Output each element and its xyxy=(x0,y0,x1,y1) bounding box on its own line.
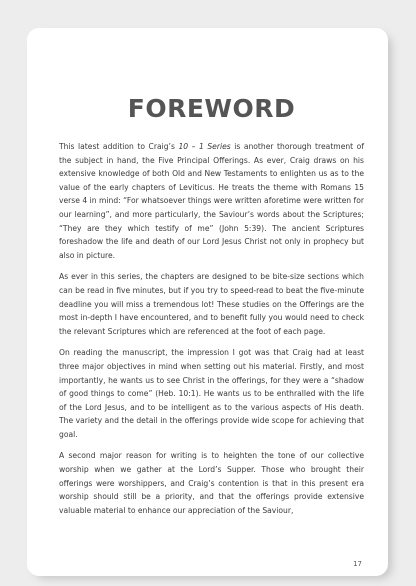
paragraph-4: A second major reason for writing is to heighten the tone of our collective worship when we gather at the Lord’s Supper. Those who brought their offerings were worshippers, and Craig’s contention is that in this present era worship should still be a priority, and that the offerings provide extensive valuable material to enhance our appreciation of the Saviour, xyxy=(59,451,364,515)
paragraph-1-rest: is another thorough treatment of the subject in hand, the Five Principal Offerings. As ever, Craig draws on his extensive knowledge of both Old and New Testaments to enlighten us as to the value of the early chapters of Leviticus. He treats the theme with Romans 15 verse 4 in mind: “For whatsoever things were written aforetime were written for our learning”, and more particularly, the Saviour’s words about the Scriptures; “They are they which testify of me” (John 5:39). The ancient Scriptures foreshadow the life and death of our Lord Jesus Christ not only in prophecy but also in picture. xyxy=(59,142,365,260)
book-page xyxy=(27,28,388,576)
paragraph-3: On reading the manuscript, the impression I got was that Craig had at least three major objectives in mind when setting out his material. Firstly, and most importantly, he wants us to see Christ in the offerings, for they were a “shadow of good things to come” (Heb. 10:1). He wants us to be enthralled with the life of the Lord Jesus, and to be intelligent as to the various aspects of His death. The variety and the detail in the offerings provide wide scope for achieving that goal. xyxy=(59,348,364,439)
paragraph-2: As ever in this series, the chapters are designed to be bite-size sections which can be read in five minutes, but if you try to speed-read to beat the five-minute deadline you will miss a tremendous lot! These studies on the Offerings are the most in-depth I have encountered, and to benefit fully you would need to check the relevant Scriptures which are referenced at the foot of each page. xyxy=(59,272,364,336)
series-title: 10 – 1 Series xyxy=(178,142,231,151)
page-number: 17 xyxy=(353,560,362,568)
paragraph-1-lead: This latest addition to Craig’s xyxy=(59,142,179,151)
paragraph-1 xyxy=(59,140,364,262)
page-title: FOREWORD xyxy=(127,94,296,123)
